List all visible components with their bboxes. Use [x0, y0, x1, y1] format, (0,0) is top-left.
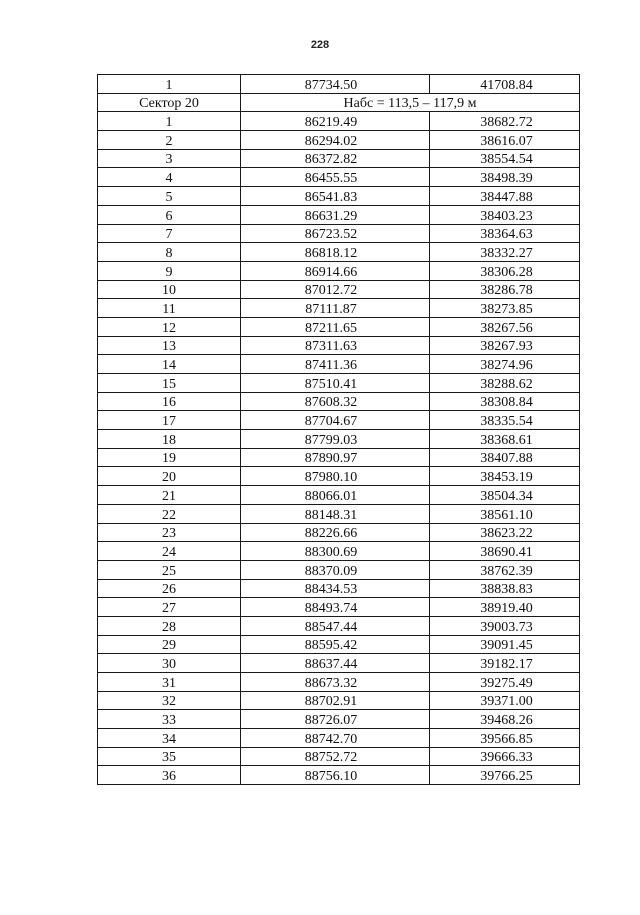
y-coordinate-cell: 38267.93	[430, 336, 580, 355]
x-coordinate-cell: 88300.69	[241, 542, 430, 561]
y-coordinate-cell: 39766.25	[430, 766, 580, 785]
point-number-cell: 31	[98, 673, 241, 692]
x-coordinate-cell: 86631.29	[241, 205, 430, 224]
y-coordinate-cell: 38403.23	[430, 205, 580, 224]
point-number-cell: 23	[98, 523, 241, 542]
x-coordinate-cell: 87704.67	[241, 411, 430, 430]
x-coordinate-cell: 87799.03	[241, 430, 430, 449]
table-row	[98, 392, 580, 411]
point-number-cell: 27	[98, 598, 241, 617]
y-coordinate-cell: 38364.63	[430, 224, 580, 243]
y-coordinate-cell: 38561.10	[430, 504, 580, 523]
table-row	[98, 542, 580, 561]
point-number-cell: 19	[98, 448, 241, 467]
table-row	[98, 504, 580, 523]
point-number-cell: 16	[98, 392, 241, 411]
point-number-cell: 17	[98, 411, 241, 430]
y-coordinate-cell: 38273.85	[430, 299, 580, 318]
x-coordinate-cell: 88493.74	[241, 598, 430, 617]
y-coordinate-cell: 38498.39	[430, 168, 580, 187]
y-coordinate-cell: 38332.27	[430, 243, 580, 262]
x-coordinate-cell: 87510.41	[241, 374, 430, 393]
point-number-cell: 14	[98, 355, 241, 374]
table-row	[98, 411, 580, 430]
table-row	[98, 299, 580, 318]
x-coordinate-cell: 86455.55	[241, 168, 430, 187]
x-coordinate-cell: 88673.32	[241, 673, 430, 692]
table-row	[98, 280, 580, 299]
table-row	[98, 560, 580, 579]
x-coordinate-cell: 86541.83	[241, 187, 430, 206]
x-coordinate-cell: 87608.32	[241, 392, 430, 411]
x-coordinate-cell: 86372.82	[241, 149, 430, 168]
x-coordinate-cell: 88726.07	[241, 710, 430, 729]
x-coordinate-cell: 88370.09	[241, 560, 430, 579]
table-row	[98, 168, 580, 187]
table-row	[98, 710, 580, 729]
x-coordinate-cell: 88742.70	[241, 729, 430, 748]
point-number-cell: 13	[98, 336, 241, 355]
sector-label-cell: Сектор 20	[98, 93, 241, 112]
x-coordinate-cell: 87311.63	[241, 336, 430, 355]
y-coordinate-cell: 39666.33	[430, 747, 580, 766]
point-number-cell: 7	[98, 224, 241, 243]
point-number-cell: 12	[98, 317, 241, 336]
x-coordinate-cell: 87012.72	[241, 280, 430, 299]
y-coordinate-cell: 39275.49	[430, 673, 580, 692]
y-coordinate-cell: 38919.40	[430, 598, 580, 617]
x-coordinate-cell: 88595.42	[241, 635, 430, 654]
table-row	[98, 467, 580, 486]
y-coordinate-cell: 38504.34	[430, 486, 580, 505]
y-coordinate-cell: 38267.56	[430, 317, 580, 336]
table-row	[98, 691, 580, 710]
point-number-cell: 34	[98, 729, 241, 748]
x-coordinate-cell: 88148.31	[241, 504, 430, 523]
point-number-cell: 10	[98, 280, 241, 299]
table-row	[98, 336, 580, 355]
point-number-cell: 33	[98, 710, 241, 729]
point-number-cell: 9	[98, 261, 241, 280]
y-coordinate-cell: 38554.54	[430, 149, 580, 168]
x-coordinate-cell: 88637.44	[241, 654, 430, 673]
page-number: 228	[310, 39, 330, 51]
table-row	[98, 205, 580, 224]
x-coordinate-cell: 86914.66	[241, 261, 430, 280]
point-number-cell: 36	[98, 766, 241, 785]
table-row	[98, 523, 580, 542]
point-number-cell: 20	[98, 467, 241, 486]
table-row	[98, 317, 580, 336]
point-number-cell: 18	[98, 430, 241, 449]
x-coordinate-cell: 87734.50	[241, 75, 430, 94]
point-number-cell: 5	[98, 187, 241, 206]
point-number-cell: 11	[98, 299, 241, 318]
y-coordinate-cell: 38762.39	[430, 560, 580, 579]
table-row	[98, 729, 580, 748]
coordinates-table-body	[98, 75, 580, 785]
y-coordinate-cell: 39468.26	[430, 710, 580, 729]
table-row	[98, 261, 580, 280]
x-coordinate-cell: 86294.02	[241, 131, 430, 150]
table-row	[98, 149, 580, 168]
point-number-cell: 21	[98, 486, 241, 505]
y-coordinate-cell: 38407.88	[430, 448, 580, 467]
point-number-cell: 32	[98, 691, 241, 710]
point-number-cell: 8	[98, 243, 241, 262]
sector-height-range-cell: Набс = 113,5 – 117,9 м	[241, 93, 580, 112]
x-coordinate-cell: 88434.53	[241, 579, 430, 598]
y-coordinate-cell: 38838.83	[430, 579, 580, 598]
x-coordinate-cell: 87980.10	[241, 467, 430, 486]
point-number-cell: 15	[98, 374, 241, 393]
y-coordinate-cell: 38368.61	[430, 430, 580, 449]
point-number-cell: 26	[98, 579, 241, 598]
x-coordinate-cell: 86219.49	[241, 112, 430, 131]
y-coordinate-cell: 39003.73	[430, 616, 580, 635]
point-number-cell: 3	[98, 149, 241, 168]
y-coordinate-cell: 41708.84	[430, 75, 580, 94]
y-coordinate-cell: 38682.72	[430, 112, 580, 131]
point-number-cell: 28	[98, 616, 241, 635]
point-number-cell: 2	[98, 131, 241, 150]
x-coordinate-cell: 88756.10	[241, 766, 430, 785]
point-number-cell: 24	[98, 542, 241, 561]
y-coordinate-cell: 39566.85	[430, 729, 580, 748]
table-row	[98, 243, 580, 262]
sector-header-row	[98, 93, 580, 112]
x-coordinate-cell: 88066.01	[241, 486, 430, 505]
table-row	[98, 616, 580, 635]
y-coordinate-cell: 38308.84	[430, 392, 580, 411]
x-coordinate-cell: 88752.72	[241, 747, 430, 766]
point-number-cell: 6	[98, 205, 241, 224]
y-coordinate-cell: 38447.88	[430, 187, 580, 206]
table-row	[98, 635, 580, 654]
table-row	[98, 598, 580, 617]
x-coordinate-cell: 86723.52	[241, 224, 430, 243]
table-row	[98, 374, 580, 393]
point-number-cell: 25	[98, 560, 241, 579]
point-number-cell: 1	[98, 112, 241, 131]
table-row	[98, 448, 580, 467]
table-row	[98, 766, 580, 785]
x-coordinate-cell: 87111.87	[241, 299, 430, 318]
x-coordinate-cell: 88547.44	[241, 616, 430, 635]
coordinates-table-container	[97, 74, 579, 785]
point-number-cell: 30	[98, 654, 241, 673]
y-coordinate-cell: 39091.45	[430, 635, 580, 654]
y-coordinate-cell: 38274.96	[430, 355, 580, 374]
point-number-cell: 35	[98, 747, 241, 766]
table-row	[98, 355, 580, 374]
y-coordinate-cell: 39182.17	[430, 654, 580, 673]
y-coordinate-cell: 38453.19	[430, 467, 580, 486]
x-coordinate-cell: 87211.65	[241, 317, 430, 336]
y-coordinate-cell: 38335.54	[430, 411, 580, 430]
table-row	[98, 486, 580, 505]
table-row	[98, 579, 580, 598]
table-row	[98, 430, 580, 449]
table-row	[98, 747, 580, 766]
point-number-cell: 4	[98, 168, 241, 187]
y-coordinate-cell: 38306.28	[430, 261, 580, 280]
y-coordinate-cell: 38288.62	[430, 374, 580, 393]
x-coordinate-cell: 88702.91	[241, 691, 430, 710]
table-row	[98, 673, 580, 692]
table-row-previous-sector-point	[98, 75, 580, 94]
table-row	[98, 654, 580, 673]
table-row	[98, 187, 580, 206]
table-row	[98, 224, 580, 243]
x-coordinate-cell: 87890.97	[241, 448, 430, 467]
point-number-cell: 29	[98, 635, 241, 654]
point-number-cell: 22	[98, 504, 241, 523]
y-coordinate-cell: 38286.78	[430, 280, 580, 299]
y-coordinate-cell: 38690.41	[430, 542, 580, 561]
table-row	[98, 112, 580, 131]
y-coordinate-cell: 38616.07	[430, 131, 580, 150]
y-coordinate-cell: 38623.22	[430, 523, 580, 542]
table-row	[98, 131, 580, 150]
x-coordinate-cell: 87411.36	[241, 355, 430, 374]
y-coordinate-cell: 39371.00	[430, 691, 580, 710]
x-coordinate-cell: 88226.66	[241, 523, 430, 542]
point-number-cell: 1	[98, 75, 241, 94]
x-coordinate-cell: 86818.12	[241, 243, 430, 262]
coordinates-table	[97, 74, 580, 785]
